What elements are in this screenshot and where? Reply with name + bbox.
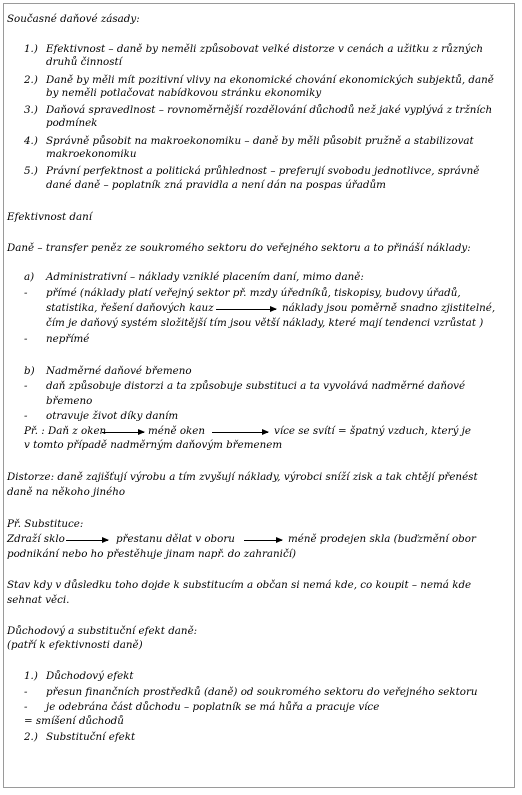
example-text: Př. : Daň z oken — [24, 425, 107, 437]
list-item-text: Daně by měli mít pozitivní vlivy na ekonomické chování ekonomických subjektů, daně — [46, 74, 494, 86]
bullet-text: čím je daňový systém složitější tím jsou větší náklady, které mají tendenci vzrůstat ) — [46, 317, 484, 329]
equation-text: = smíšení důchodů — [24, 715, 124, 727]
bullet-text: břemeno — [46, 395, 93, 407]
section-heading-efficiency: Efektivnost daní — [7, 211, 93, 223]
bullet-dash: - — [24, 686, 28, 698]
arrow-icon — [244, 540, 282, 541]
bullet-dash: - — [24, 701, 28, 713]
list-item-text: Efektivnost – daně by neměli způsobovat velké distorze v cenách a užitku z různých — [46, 43, 483, 55]
paragraph-distorze: Distorze: daně zajišťují výrobu a tím zvyšují náklady, výrobci sníží zisk a tak chtějí přenést — [7, 471, 478, 483]
bullet-dash: - — [24, 333, 28, 345]
paragraph-transfer: Daně – transfer peněz ze soukromého sektoru do veřejného sektoru a to přináší náklady: — [7, 242, 471, 254]
list-number: 2.) — [24, 731, 38, 743]
example-text: podnikání nebo ho přestěhuje jinam např. do zahraničí) — [7, 548, 297, 560]
bullet-text: je odebrána část důchodu – poplatník se má hůřa a pracuje více — [46, 701, 380, 713]
bullet-dash: - — [24, 380, 28, 392]
subsection-title: Nadměrné daňové břemeno — [46, 365, 192, 377]
subsection-label: a) — [24, 271, 35, 283]
list-item-text: podmínek — [46, 117, 98, 129]
list-number: 4.) — [24, 135, 38, 147]
bullet-text: otravuje život díky daním — [46, 410, 179, 422]
list-item-text: dané daně – poplatník zná pravidla a není dán na pospas úřadům — [46, 179, 386, 191]
list-number: 5.) — [24, 165, 38, 177]
list-number: 2.) — [24, 74, 38, 86]
list-item-text: Správně působit na makroekonomiku – daně by měli působit pružně a stabilizovat — [46, 135, 474, 147]
example-text: Zdraží sklo — [7, 533, 65, 545]
list-item-text: Daňová spravedlnost – rovnoměrnější rozdělování důchodů než jaké vyplývá z tržních — [46, 104, 493, 116]
bullet-dash: - — [24, 410, 28, 422]
subsection-label: b) — [24, 365, 35, 377]
section-note: (patří k efektivnosti daně) — [7, 639, 143, 651]
list-item-text: druhů činností — [46, 56, 122, 68]
list-number: 3.) — [24, 104, 38, 116]
bullet-text: nepřímé — [46, 333, 90, 345]
section-heading-effects: Důchodový a substituční efekt daně: — [7, 625, 198, 637]
list-item-text: Důchodový efekt — [46, 670, 134, 682]
list-item-text: makroekonomiku — [46, 148, 137, 160]
list-item-text: by neměli potlačovat nabídkovou stránku ekonomiky — [46, 87, 322, 99]
arrow-icon — [212, 432, 268, 433]
list-number: 1.) — [24, 670, 38, 682]
paragraph-stav: sehnat věci. — [7, 594, 70, 606]
bullet-text: přesun finančních prostředků (daně) od soukromého sektoru do veřejného sektoru — [46, 686, 478, 698]
subsection-title: Administrativní – náklady vzniklé placením daní, mimo daně: — [46, 271, 364, 283]
example-text: přestanu dělat v oboru — [116, 533, 235, 545]
paragraph-stav: Stav kdy v důsledku toho dojde k substitucím a občan si nemá kde, co koupit – nemá kde — [7, 579, 472, 591]
bullet-text: náklady jsou poměrně snadno zjistitelné, — [282, 302, 496, 314]
list-number: 1.) — [24, 43, 38, 55]
bullet-text: daň způsobuje distorzi a ta způsobuje substituci a ta vyvolává nadměrné daňové — [46, 380, 466, 392]
list-item-text: Substituční efekt — [46, 731, 136, 743]
arrow-icon — [216, 309, 276, 310]
document-page — [3, 3, 515, 788]
bullet-dash: - — [24, 287, 28, 299]
example-heading: Př. Substituce: — [7, 518, 84, 530]
paragraph-distorze: daně na někoho jiného — [7, 486, 126, 498]
bullet-text: přímé (náklady platí veřejný sektor př. mzdy úředníků, tiskopisy, budovy úřadů, — [46, 287, 461, 299]
example-text: v tomto případě nadměrným daňovým břemenem — [24, 439, 283, 451]
bullet-text: statistika, řešení daňových kauz — [46, 302, 214, 314]
section-heading-principles: Současné daňové zásady: — [7, 13, 140, 25]
example-text: méně prodejen skla (buďzmění obor — [288, 533, 476, 545]
arrow-icon — [66, 540, 108, 541]
example-text: méně oken — [148, 425, 206, 437]
list-item-text: Právní perfektnost a politická průhlednost – preferují svobodu jednotlivce, správně — [46, 165, 480, 177]
example-text: více se svítí = špatný vzduch, který je — [274, 425, 471, 437]
arrow-icon — [102, 432, 144, 433]
